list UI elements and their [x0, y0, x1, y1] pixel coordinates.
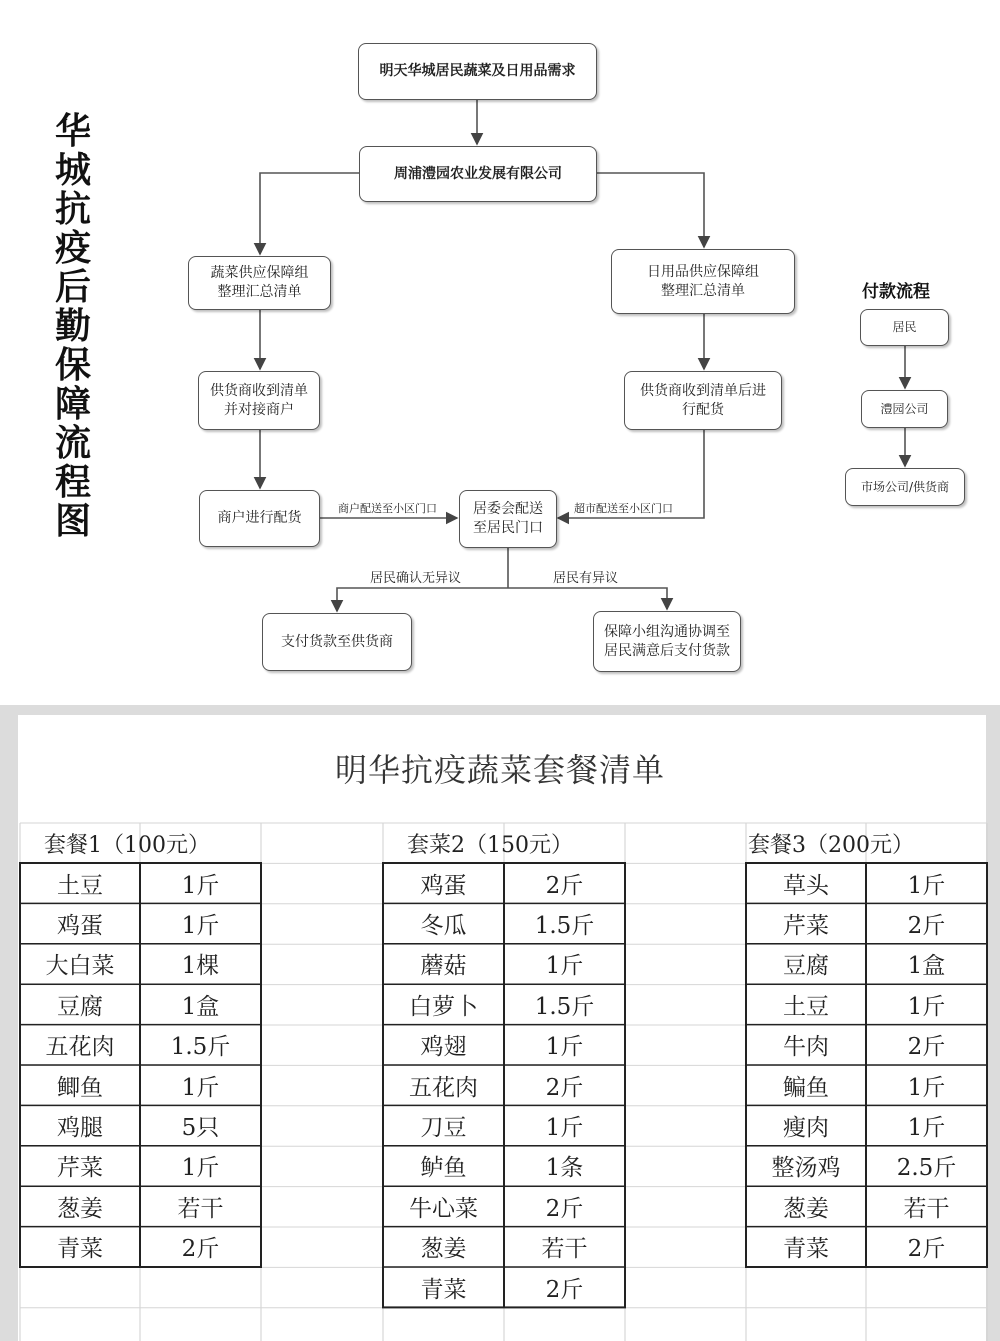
node-daily-supplier-line2: 行配货 — [682, 401, 724, 418]
package-2-item-qty: 2斤 — [545, 1074, 584, 1101]
title-char: 抗 — [54, 189, 91, 230]
title-char: 勤 — [54, 306, 91, 347]
package-2-item-qty: 若干 — [541, 1236, 588, 1263]
node-committee — [459, 490, 557, 548]
package-1-item-qty: 1斤 — [181, 1155, 220, 1182]
package-1-item-name: 鸡蛋 — [57, 912, 103, 939]
package-3-item-qty: 1斤 — [907, 872, 946, 899]
node-demand — [358, 43, 597, 100]
package-2-item-name: 牛心菜 — [409, 1195, 478, 1222]
package-1-item-qty: 1棵 — [181, 953, 220, 980]
package-3-item-name: 瘦肉 — [783, 1114, 829, 1141]
package-1-item-name: 五花肉 — [45, 1034, 115, 1061]
package-2-item-name: 刀豆 — [420, 1114, 467, 1141]
node-merchant — [199, 490, 320, 547]
title-char: 保 — [54, 345, 91, 386]
package-2-header: 套菜2（150元） — [407, 833, 573, 858]
node-pay-supplier — [262, 613, 412, 671]
package-1-item-name: 葱姜 — [57, 1195, 103, 1222]
package-3-item-name: 草头 — [783, 872, 829, 899]
node-daily-supplier — [624, 371, 782, 430]
package-3-item-qty: 2.5斤 — [896, 1155, 957, 1182]
package-3-item-name: 豆腐 — [783, 953, 829, 980]
payment-step-supplier-label: 市场公司/供货商 — [860, 479, 950, 494]
node-veg-group — [188, 256, 331, 310]
label-merchant-deliver: 商户配送至小区门口 — [338, 502, 437, 515]
payment-step-resident-label: 居民 — [892, 320, 917, 334]
package-2-item-name: 青菜 — [420, 1276, 467, 1303]
package-1-item-qty: 1盒 — [181, 993, 220, 1020]
package-1-item-qty: 1斤 — [181, 872, 220, 899]
title-char: 华 — [54, 111, 91, 152]
package-3-item-qty: 2斤 — [907, 1236, 946, 1263]
title-char: 后 — [54, 267, 91, 308]
package-2-item-name: 五花肉 — [409, 1074, 478, 1101]
package-2-item-qty: 1斤 — [545, 1114, 584, 1141]
package-2-item-name: 白萝卜 — [409, 993, 478, 1020]
payment-step-company-label: 澧园公司 — [880, 401, 929, 416]
package-1-item-name: 豆腐 — [57, 993, 103, 1020]
node-company-label: 周浦澧园农业发展有限公司 — [394, 165, 562, 182]
package-3-header: 套餐3（200元） — [748, 833, 914, 858]
payment-flow-title: 付款流程 — [862, 282, 930, 302]
payment-step-company — [861, 390, 948, 428]
package-3-item-name: 青菜 — [783, 1236, 829, 1263]
label-market-deliver: 超市配送至小区门口 — [574, 502, 673, 515]
package-2-item-name: 鲈鱼 — [420, 1155, 467, 1182]
package-2-item-qty: 2斤 — [545, 1195, 584, 1222]
node-veg-supplier — [198, 371, 320, 430]
package-2-item-qty: 1.5斤 — [534, 993, 595, 1020]
package-3-item-qty: 1斤 — [907, 993, 946, 1020]
package-3-item-name: 土豆 — [783, 993, 829, 1020]
payment-step-supplier — [845, 468, 965, 506]
title-char: 疫 — [54, 228, 91, 269]
node-veg-supplier-line1: 供货商收到清单 — [210, 382, 308, 399]
package-2-item-qty: 1.5斤 — [534, 912, 595, 939]
package-1-item-name: 芹菜 — [57, 1155, 103, 1182]
title-char: 图 — [54, 501, 91, 542]
package-3-item-qty: 若干 — [903, 1195, 950, 1222]
title-char: 城 — [54, 150, 91, 191]
label-dispute: 居民有异议 — [553, 571, 619, 586]
title-char: 程 — [54, 462, 91, 503]
node-coordinate — [593, 611, 741, 672]
package-3-item-name: 鳊鱼 — [783, 1074, 829, 1101]
package-2-item-name: 冬瓜 — [420, 912, 467, 939]
node-company — [359, 146, 597, 202]
package-1-item-name: 土豆 — [57, 872, 103, 899]
package-2-item-qty: 1条 — [545, 1155, 584, 1182]
package-3-item-name: 芹菜 — [783, 912, 829, 939]
node-committee-line2: 至居民门口 — [473, 520, 543, 536]
node-veg-supplier-line2: 并对接商户 — [224, 401, 294, 418]
label-confirm: 居民确认无异议 — [370, 571, 462, 586]
title-char: 障 — [54, 384, 91, 425]
package-2-item-qty: 2斤 — [545, 1276, 584, 1303]
node-veg-group-line1: 蔬菜供应保障组 — [210, 265, 309, 281]
package-2-item-qty: 1斤 — [545, 1034, 584, 1061]
package-3-item-name: 整汤鸡 — [771, 1155, 841, 1182]
package-1-item-qty: 若干 — [177, 1195, 224, 1222]
package-1-item-name: 鲫鱼 — [57, 1074, 103, 1101]
node-committee-line1: 居委会配送 — [473, 501, 543, 517]
package-2-item-qty: 2斤 — [545, 872, 584, 899]
node-coordinate-line1: 保障小组沟通协调至 — [604, 623, 730, 640]
package-2-item-name: 葱姜 — [420, 1236, 467, 1263]
package-1-item-qty: 1斤 — [181, 1074, 220, 1101]
package-2-item-name: 鸡蛋 — [420, 872, 467, 899]
package-3-item-qty: 1斤 — [907, 1114, 946, 1141]
package-3-item-qty: 2斤 — [907, 912, 946, 939]
node-daily-group-line2: 整理汇总清单 — [661, 282, 745, 299]
package-1-item-name: 大白菜 — [45, 953, 115, 980]
package-1-item-qty: 1.5斤 — [170, 1034, 231, 1061]
package-3-item-name: 牛肉 — [783, 1034, 829, 1061]
package-2-item-qty: 1斤 — [545, 953, 584, 980]
flowchart-title — [48, 112, 98, 541]
node-coordinate-line2: 居民满意后支付货款 — [604, 642, 730, 659]
node-merchant-label: 商户进行配货 — [217, 510, 302, 526]
package-1-item-name: 鸡腿 — [57, 1114, 103, 1141]
title-char: 流 — [54, 423, 91, 464]
package-3-item-qty: 1盒 — [907, 953, 946, 980]
node-daily-group — [611, 249, 795, 314]
package-1-item-qty: 5只 — [181, 1114, 220, 1141]
package-3-item-name: 葱姜 — [783, 1195, 829, 1222]
node-pay-supplier-label: 支付货款至供货商 — [281, 633, 393, 650]
table-title: 明华抗疫蔬菜套餐清单 — [334, 751, 665, 789]
package-3-item-qty: 1斤 — [907, 1074, 946, 1101]
package-2-item-name: 鸡翅 — [420, 1034, 467, 1061]
package-1-item-qty: 2斤 — [181, 1236, 220, 1263]
package-1-item-name: 青菜 — [57, 1236, 103, 1263]
node-demand-label: 明天华城居民蔬菜及日用品需求 — [379, 63, 576, 79]
package-1-header: 套餐1（100元） — [44, 833, 210, 858]
package-2-item-name: 蘑菇 — [420, 953, 467, 980]
package-sheet — [0, 705, 1000, 1341]
package-1-item-qty: 1斤 — [181, 912, 220, 939]
package-3-item-qty: 2斤 — [907, 1034, 946, 1061]
node-daily-supplier-line1: 供货商收到清单后进 — [640, 382, 766, 399]
node-veg-group-line2: 整理汇总清单 — [217, 284, 302, 300]
payment-step-resident — [860, 309, 949, 346]
node-daily-group-line1: 日用品供应保障组 — [647, 263, 759, 280]
